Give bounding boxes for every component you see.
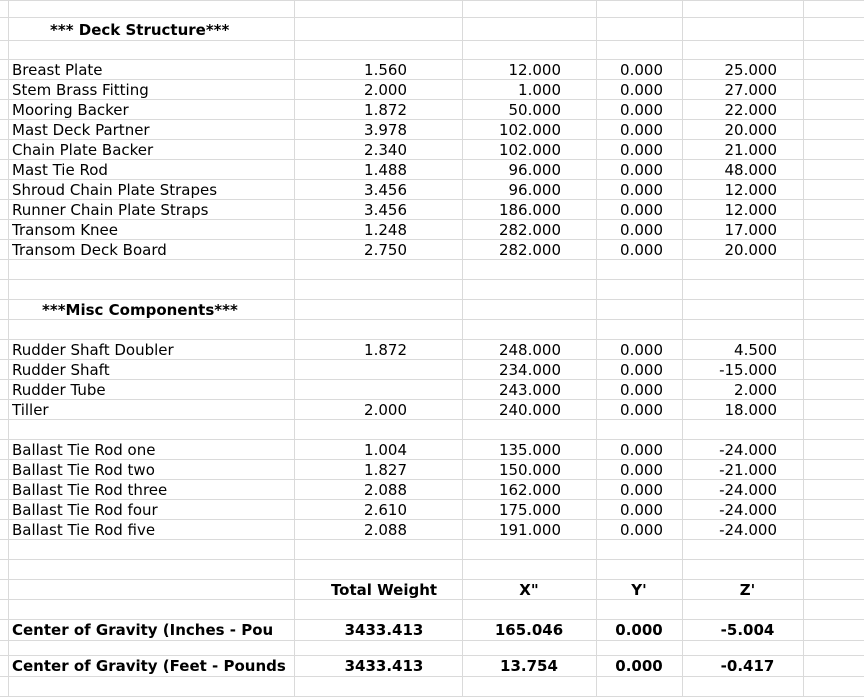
header-z[interactable]: Z': [739, 581, 756, 599]
grid-column-line: [8, 0, 9, 697]
deck-label-cell[interactable]: Mast Tie Rod: [12, 161, 108, 179]
deck-x-cell[interactable]: 96.000: [508, 181, 561, 199]
deck-weight-cell[interactable]: 3.978: [364, 121, 407, 139]
deck-z-cell[interactable]: 27.000: [724, 81, 777, 99]
misc-label-cell[interactable]: Rudder Shaft Doubler: [12, 341, 174, 359]
deck-y-cell[interactable]: 0.000: [620, 141, 663, 159]
misc-y-cell[interactable]: 0.000: [620, 341, 663, 359]
ballast-label-cell[interactable]: Ballast Tie Rod five: [12, 521, 156, 539]
ballast-weight-cell[interactable]: 2.088: [364, 521, 407, 539]
ballast-x-cell[interactable]: 135.000: [498, 441, 561, 459]
grid-row-line: [0, 640, 864, 641]
deck-y-cell[interactable]: 0.000: [620, 221, 663, 239]
ballast-label-cell[interactable]: Ballast Tie Rod one: [12, 441, 156, 459]
deck-z-cell[interactable]: 25.000: [724, 61, 777, 79]
header-y[interactable]: Y': [631, 581, 647, 599]
ballast-label-cell[interactable]: Ballast Tie Rod three: [12, 481, 168, 499]
ballast-x-cell[interactable]: 175.000: [498, 501, 561, 519]
deck-weight-cell[interactable]: 2.750: [364, 241, 407, 259]
cg-x-feet[interactable]: 13.754: [500, 657, 558, 675]
cg-z-feet[interactable]: -0.417: [720, 657, 775, 675]
deck-y-cell[interactable]: 0.000: [620, 101, 663, 119]
misc-x-cell[interactable]: 234.000: [498, 361, 561, 379]
deck-z-cell[interactable]: 22.000: [724, 101, 777, 119]
deck-y-cell[interactable]: 0.000: [620, 241, 663, 259]
grid-row-line: [0, 0, 864, 1]
misc-x-cell[interactable]: 248.000: [498, 341, 561, 359]
cg-weight-inches[interactable]: 3433.413: [344, 621, 424, 639]
misc-label-cell[interactable]: Rudder Shaft: [12, 361, 110, 379]
deck-x-cell[interactable]: 96.000: [508, 161, 561, 179]
deck-label-cell[interactable]: Mast Deck Partner: [12, 121, 150, 139]
cg-weight-feet[interactable]: 3433.413: [344, 657, 424, 675]
misc-x-cell[interactable]: 240.000: [498, 401, 561, 419]
deck-label-cell[interactable]: Transom Knee: [12, 221, 118, 239]
deck-y-cell[interactable]: 0.000: [620, 181, 663, 199]
misc-label-cell[interactable]: Rudder Tube: [12, 381, 106, 399]
misc-z-cell[interactable]: 2.000: [734, 381, 777, 399]
deck-label-cell[interactable]: Mooring Backer: [12, 101, 129, 119]
deck-label-cell[interactable]: Chain Plate Backer: [12, 141, 154, 159]
ballast-z-cell[interactable]: -24.000: [719, 481, 777, 499]
deck-weight-cell[interactable]: 1.560: [364, 61, 407, 79]
cg-label-feet[interactable]: Center of Gravity (Feet - Pounds: [12, 657, 286, 675]
deck-z-cell[interactable]: 21.000: [724, 141, 777, 159]
section-title-deck-structure[interactable]: *** Deck Structure***: [50, 21, 230, 39]
deck-x-cell[interactable]: 186.000: [498, 201, 561, 219]
grid-row-line: [0, 17, 864, 18]
misc-weight-cell[interactable]: [306, 380, 407, 400]
misc-z-cell[interactable]: 4.500: [734, 341, 777, 359]
deck-weight-cell[interactable]: 3.456: [364, 201, 407, 219]
deck-y-cell[interactable]: 0.000: [620, 121, 663, 139]
misc-weight-cell[interactable]: 2.000: [364, 401, 407, 419]
cg-y-feet[interactable]: 0.000: [615, 657, 663, 675]
ballast-weight-cell[interactable]: 1.004: [364, 441, 407, 459]
deck-weight-cell[interactable]: 1.248: [364, 221, 407, 239]
ballast-z-cell[interactable]: -21.000: [719, 461, 777, 479]
grid-row-line: [0, 40, 864, 41]
misc-z-cell[interactable]: -15.000: [719, 361, 777, 379]
deck-z-cell[interactable]: 20.000: [724, 241, 777, 259]
misc-weight-cell[interactable]: [306, 360, 407, 380]
ballast-z-cell[interactable]: -24.000: [719, 441, 777, 459]
misc-weight-cell[interactable]: 1.872: [364, 341, 407, 359]
ballast-x-cell[interactable]: 162.000: [498, 481, 561, 499]
misc-z-cell[interactable]: 18.000: [724, 401, 777, 419]
deck-weight-cell[interactable]: 3.456: [364, 181, 407, 199]
misc-x-cell[interactable]: 243.000: [498, 381, 561, 399]
misc-y-cell[interactable]: 0.000: [620, 381, 663, 399]
deck-y-cell[interactable]: 0.000: [620, 201, 663, 219]
ballast-y-cell[interactable]: 0.000: [620, 501, 663, 519]
cg-x-inches[interactable]: 165.046: [494, 621, 564, 639]
grid-row-line: [0, 559, 864, 560]
deck-z-cell[interactable]: 12.000: [724, 201, 777, 219]
deck-y-cell[interactable]: 0.000: [620, 61, 663, 79]
grid-row-line: [0, 279, 864, 280]
deck-weight-cell[interactable]: 2.000: [364, 81, 407, 99]
deck-y-cell[interactable]: 0.000: [620, 161, 663, 179]
deck-weight-cell[interactable]: 2.340: [364, 141, 407, 159]
ballast-weight-cell[interactable]: 2.610: [364, 501, 407, 519]
ballast-label-cell[interactable]: Ballast Tie Rod two: [12, 461, 155, 479]
deck-label-cell[interactable]: Breast Plate: [12, 61, 103, 79]
header-total-weight[interactable]: Total Weight: [330, 581, 438, 599]
ballast-weight-cell[interactable]: 1.827: [364, 461, 407, 479]
misc-y-cell[interactable]: 0.000: [620, 401, 663, 419]
ballast-y-cell[interactable]: 0.000: [620, 441, 663, 459]
ballast-y-cell[interactable]: 0.000: [620, 461, 663, 479]
misc-y-cell[interactable]: 0.000: [620, 361, 663, 379]
deck-z-cell[interactable]: 48.000: [724, 161, 777, 179]
deck-x-cell[interactable]: 102.000: [498, 121, 561, 139]
deck-x-cell[interactable]: 282.000: [498, 221, 561, 239]
deck-x-cell[interactable]: 12.000: [508, 61, 561, 79]
deck-z-cell[interactable]: 12.000: [724, 181, 777, 199]
ballast-x-cell[interactable]: 150.000: [498, 461, 561, 479]
deck-x-cell[interactable]: 1.000: [518, 81, 561, 99]
deck-weight-cell[interactable]: 1.872: [364, 101, 407, 119]
ballast-z-cell[interactable]: -24.000: [719, 501, 777, 519]
cg-y-inches[interactable]: 0.000: [615, 621, 663, 639]
deck-label-cell[interactable]: Transom Deck Board: [12, 241, 167, 259]
deck-y-cell[interactable]: 0.000: [620, 81, 663, 99]
deck-label-cell[interactable]: Shroud Chain Plate Strapes: [12, 181, 218, 199]
header-x[interactable]: X": [519, 581, 539, 599]
deck-label-cell[interactable]: Runner Chain Plate Straps: [12, 201, 209, 219]
ballast-y-cell[interactable]: 0.000: [620, 521, 663, 539]
section-title-misc-components[interactable]: ***Misc Components***: [42, 301, 238, 319]
deck-z-cell[interactable]: 17.000: [724, 221, 777, 239]
cg-z-inches[interactable]: -5.004: [720, 621, 775, 639]
deck-x-cell[interactable]: 282.000: [498, 241, 561, 259]
ballast-y-cell[interactable]: 0.000: [620, 481, 663, 499]
ballast-label-cell[interactable]: Ballast Tie Rod four: [12, 501, 158, 519]
misc-label-cell[interactable]: Tiller: [12, 401, 49, 419]
deck-z-cell[interactable]: 20.000: [724, 121, 777, 139]
deck-weight-cell[interactable]: 1.488: [364, 161, 407, 179]
deck-x-cell[interactable]: 102.000: [498, 141, 561, 159]
grid-row-line: [0, 676, 864, 677]
deck-x-cell[interactable]: 50.000: [508, 101, 561, 119]
ballast-z-cell[interactable]: -24.000: [719, 521, 777, 539]
ballast-x-cell[interactable]: 191.000: [498, 521, 561, 539]
ballast-weight-cell[interactable]: 2.088: [364, 481, 407, 499]
cg-label-inches[interactable]: Center of Gravity (Inches - Pou: [12, 621, 274, 639]
deck-label-cell[interactable]: Stem Brass Fitting: [12, 81, 149, 99]
